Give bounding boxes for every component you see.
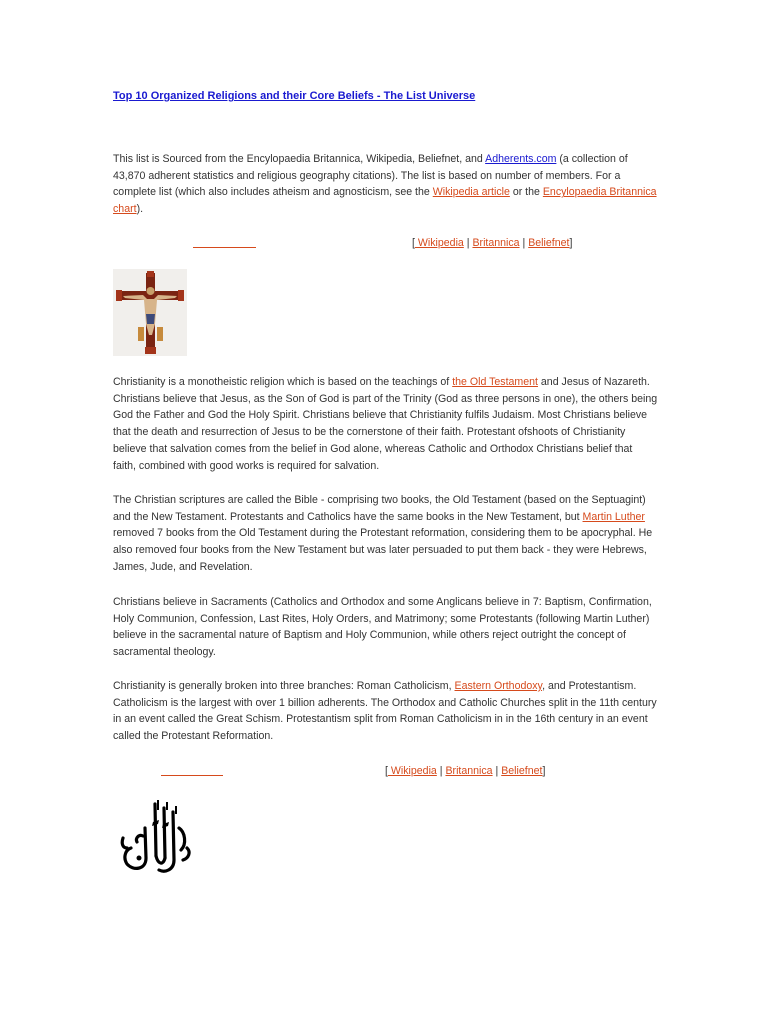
text: The Christian scriptures are called the Bible - comprising two books, the Old Testament (based on the Septuagint) and the New Testament. Protestants and Catholics have the same books in the New Testament, but [113, 494, 646, 523]
reference-links-1 [412, 237, 572, 249]
christianity-paragraph-3: Christians believe in Sacraments (Catholics and Orthodox and some Anglicans believe in 7: Baptism, Confirmation, Holy Communion, Confession, Last Rites, Holy Orders, and Matrimony; some Protestants (following Martin Luther) believe in the sacramental nature of Baptism and Holy Communion, while others reject outright the concept of sacramental theology. [113, 596, 652, 659]
old-testament-link[interactable]: the Old Testament [452, 376, 538, 388]
bracket-open: [ [412, 237, 415, 249]
eastern-orthodoxy-link[interactable]: Eastern Orthodoxy [454, 680, 543, 692]
page-title-link[interactable]: Top 10 Organized Religions and their Core Beliefs - The List Universe [113, 90, 476, 102]
adherents-link[interactable]: Adherents.com [485, 153, 557, 165]
separator: | [463, 237, 473, 249]
christianity-paragraph-2 [113, 492, 658, 576]
allah-calligraphy-image [117, 798, 193, 878]
crucifix-icon [113, 269, 187, 356]
intro-text-3: or the [509, 186, 543, 199]
separator: | [519, 237, 529, 249]
christianity-paragraph-4 [113, 678, 658, 745]
crucifix-image [113, 269, 187, 356]
text: Christianity is a monotheistic religion which is based on the teachings of [113, 376, 453, 388]
bracket-open: [ [385, 765, 388, 777]
reference-links-2 [385, 765, 545, 777]
bracket-close: ] [542, 765, 546, 777]
bracket-close: ] [569, 237, 573, 249]
heading-link-underline-1[interactable] [193, 247, 256, 248]
text: and Jesus of Nazareth. Christians believe that Jesus, as the Son of God is part of the Trinity (God as three persons in one), the others being God the Father and God the Holy Spirit. Christians believe that Christianity fulfils Judaism. Most Christians believe that the death and resurrection of Jesus to be the cornerstone of their faith. Protestant ofshoots of Christianity believe that salvation comes from the belief in God alone, whereas Catholic and Orthodox Christians belief that faith, combined with good works is required for salvation. [113, 376, 658, 472]
wikipedia-link-1[interactable]: Wikipedia [414, 237, 464, 249]
wikipedia-article-link[interactable]: Wikipedia article [432, 186, 510, 199]
beliefnet-link-1[interactable]: Beliefnet [528, 237, 570, 249]
text: , and Protestantism. Catholicism is the largest with over 1 billion adherents. The Orthodox and Catholic Churches split in the 11th century in an event called the Great Schism. Protestantism split from Roman Catholicism in in the 16th century in an event called the Protestant Reformation. [113, 680, 657, 743]
wikipedia-link-2[interactable]: Wikipedia [387, 765, 437, 777]
allah-calligraphy-icon [117, 798, 193, 878]
separator: | [436, 765, 446, 777]
britannica-chart-link[interactable]: Encylopaedia Britannica chart [113, 186, 657, 216]
intro-text-4: ). [136, 203, 144, 216]
intro-paragraph [113, 151, 658, 218]
heading-link-underline-2[interactable] [161, 775, 223, 776]
intro-text-1: This list is Sourced from the Encylopaedia Britannica, Wikipedia, Beliefnet, and [113, 153, 486, 165]
beliefnet-link-2[interactable]: Beliefnet [501, 765, 543, 777]
text: removed 7 books from the Old Testament during the Protestant reformation, considering them to be apocryphal. He also removed four books from the New Testament but was later persuaded to put them back - they were Hebrews, James, Jude, and Revelation. [113, 527, 653, 573]
britannica-link-2[interactable]: Britannica [445, 765, 493, 777]
intro-text-2: (a collection of 43,870 adherent statistics and religious geography citations). The list is based on number of members. For a complete list (which also includes atheism and agnosticism, see the [113, 153, 628, 199]
britannica-link-1[interactable]: Britannica [472, 237, 520, 249]
separator: | [492, 765, 502, 777]
christianity-paragraph-1 [113, 374, 658, 474]
text: Christianity is generally broken into three branches: Roman Catholicism, [113, 680, 455, 692]
martin-luther-link[interactable]: Martin Luther [582, 510, 645, 523]
